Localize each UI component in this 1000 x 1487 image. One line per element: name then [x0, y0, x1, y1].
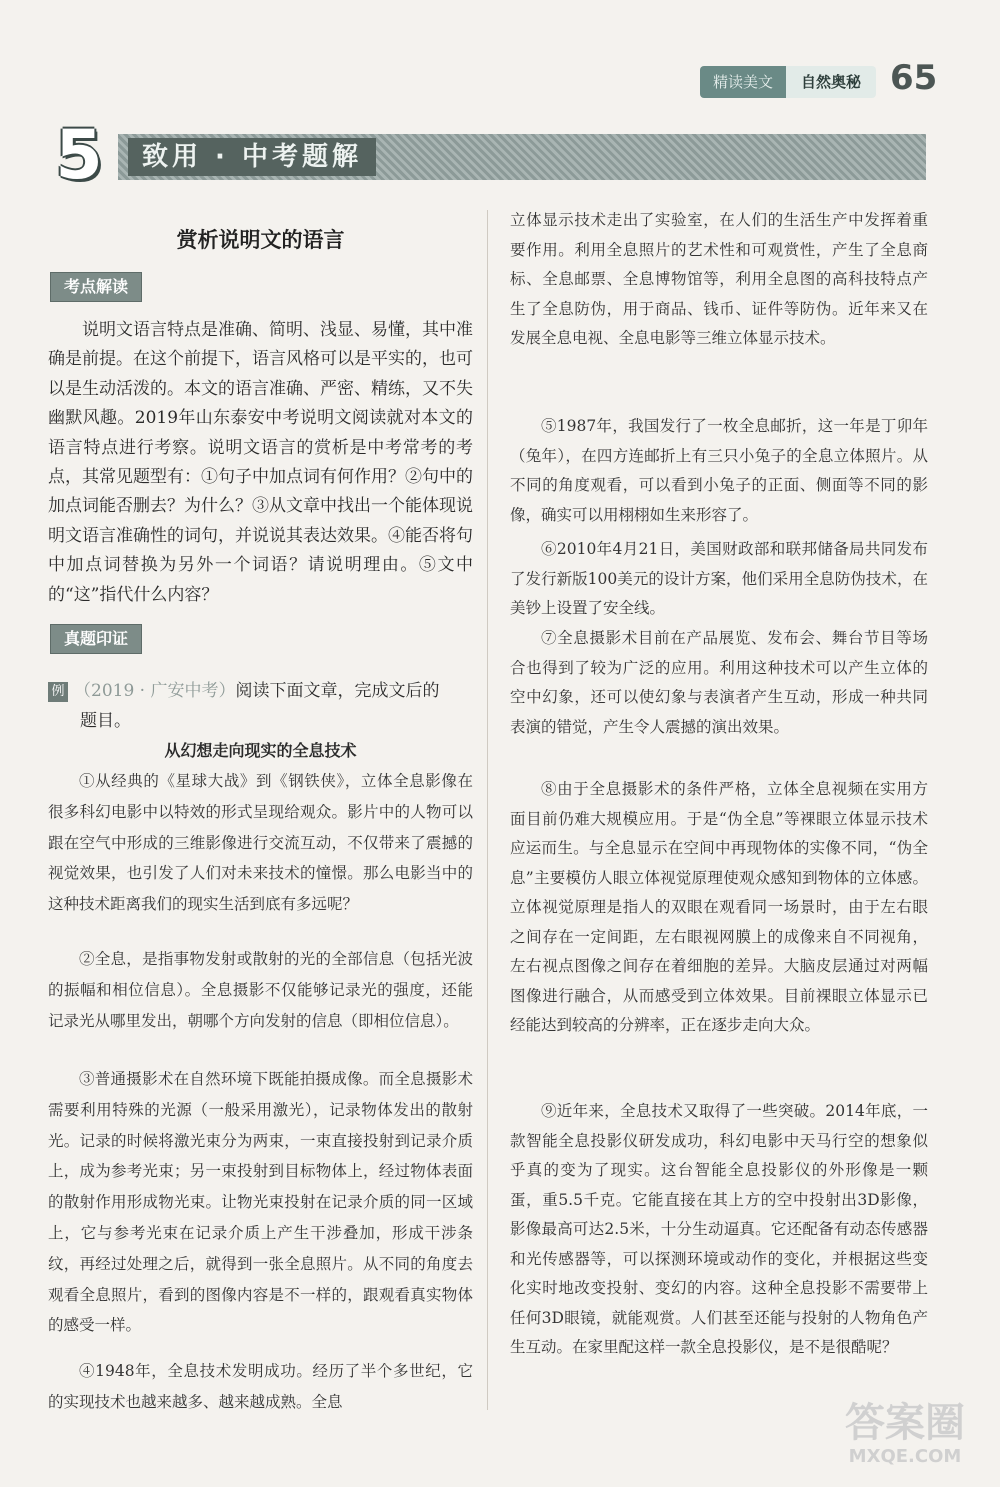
example-instruction-cont: 题目。	[80, 711, 131, 731]
practice-tag: 真题印证	[50, 624, 142, 654]
watermark	[820, 1400, 990, 1480]
watermark-main: 答案圈	[845, 1400, 965, 1446]
paragraph-1: ①从经典的《星球大战》到《钢铁侠》，立体全息影像在很多科幻电影中以特效的形式呈现给观众。影片中的人物可以跟在空气中形成的三维影像进行交流互动，不仅带来了震撼的视觉效果，也引发了人们对未来技术的憧憬。那么电影当中的这种技术距离我们的现实生活到底有多远呢？	[48, 772, 473, 914]
passage-title: 从幻想走向现实的全息技术	[164, 741, 357, 760]
paragraph-6: ⑥2010年4月21日，美国财政部和联邦储备局共同发布了发行新版100美元的设计方案，他们采用全息防伪技术，在美钞上设置了安全线。	[510, 540, 928, 617]
page-number: 65	[890, 58, 938, 98]
paragraph-2: ②全息，是指事物发射或散射的光的全部信息（包括光波的振幅和相位信息）。全息摄影不仅能够记录光的强度，还能记录光从哪里发出，朝哪个方向发射的信息（即相位信息）。	[48, 950, 473, 1030]
intro-paragraph: 说明文语言特点是准确、简明、浅显、易懂，其中准确是前提。在这个前提下，语言风格可以是平实的，也可以是生动活泼的。本文的语言准确、严密、精练，又不失幽默风趣。2019年山东泰安中考说明文阅读就对本文的语言特点进行考察。说明文语言的赏析是中考常考的考点，其常见题型有：①句子中加点词有何作用？②句中的加点词能否删去？为什么？③从文章中找出一个能体现说明文语言准确性的词句，并说说其表达效果。④能否将句中加点词替换为另外一个词语？请说明理由。⑤文中的“这”指代什么内容？	[48, 320, 473, 605]
paragraph-9: ⑨近年来，全息技术又取得了一些突破。2014年底，一款智能全息投影仪研发成功，科幻电影中天马行空的想象似乎真的变为了现实。这台智能全息投影仪的外形像是一颗蛋，重5.5千克。它能直接在其上方的空中投射出3D影像，影像最高可达2.5米，十分生动逼真。它还配备有动态传感器和光传感器等，可以探测环境或动作的变化，并根据这些变化实时地改变投射、变幻的内容。这种全息投影不需要带上任何3D眼镜，就能观赏。人们甚至还能与投射的人物角色产生互动。在家里配这样一款全息投影仪，是不是很酷呢？	[510, 1102, 928, 1356]
paragraph-4: ④1948年，全息技术发明成功。经历了半个多世纪，它的实现技术也越来越多、越来越成熟。全息	[48, 1362, 473, 1411]
article-title: 赏析说明文的语言	[176, 228, 345, 252]
analysis-tag: 考点解读	[50, 272, 142, 302]
column-divider	[487, 210, 488, 1410]
example-icon: 例	[48, 682, 68, 702]
watermark-url: MXQE.COM	[848, 1446, 962, 1467]
example-instruction: 阅读下面文章，完成文后的	[235, 681, 440, 701]
example-source: （2019 · 广安中考）	[74, 681, 236, 701]
paragraph-8: ⑧由于全息摄影术的条件严格，立体全息视频在实用方面目前仍难大规模应用。于是“伪全息”等裸眼立体显示技术应运而生。与全息显示在空间中再现物体的实像不同，“伪全息”主要模仿人眼立体视觉原理使观众感知到物体的立体感。立体视觉原理是指人的双眼在观看同一场景时，由于左右眼之间存在一定间距，左右眼视网膜上的成像来自不同视角，左右视点图像之间存在着细胞的差异。大脑皮层通过对两幅图像进行融合，从而感受到立体效果。目前裸眼立体显示已经能达到较高的分辨率，正在逐步走向大众。	[510, 780, 928, 1034]
paragraph-7: ⑦全息摄影术目前在产品展览、发布会、舞台节目等场合也得到了较为广泛的应用。利用这种技术可以产生立体的空中幻象，还可以使幻象与表演者产生互动，形成一种共同表演的错觉，产生令人震撼的演出效果。	[510, 629, 928, 736]
section-title: 致用 · 中考题解	[128, 138, 376, 176]
section-number: 5	[55, 116, 103, 195]
example-line	[48, 676, 473, 706]
header-subtitle: 自然奥秘	[786, 66, 876, 98]
paragraph-4-cont: 立体显示技术走出了实验室，在人们的生活生产中发挥着重要作用。利用全息照片的艺术性和可观赏性，产生了全息商标、全息邮票、全息博物馆等，利用全息图的高科技特点产生了全息防伪，用于商品、钱币、证件等防伪。近年来又在发展全息电视、全息电影等三维立体显示技术。	[510, 211, 928, 347]
paragraph-5: ⑤1987年，我国发行了一枚全息邮折，这一年是丁卯年（兔年），在四方连邮折上有三只小兔子的全息立体照片。从不同的角度观看，可以看到小兔子的正面、侧面等不同的影像，确实可以用栩栩如生来形容了。	[510, 417, 928, 524]
header-tag: 精读美文	[700, 66, 786, 98]
paragraph-3: ③普通摄影术在自然环境下既能拍摄成像。而全息摄影术需要利用特殊的光源（一般采用激光），记录物体发出的散射光。记录的时候将激光束分为两束，一束直接投射到记录介质上，成为参考光束；另一束投射到目标物体上，经过物体表面的散射作用形成物光束。让物光束投射在记录介质的同一区域上，它与参考光束在记录介质上产生干涉叠加，形成干涉条纹，再经过处理之后，就得到一张全息照片。从不同的角度去观看全息照片，看到的图像内容是不一样的，跟观看真实物体的感受一样。	[48, 1070, 473, 1335]
